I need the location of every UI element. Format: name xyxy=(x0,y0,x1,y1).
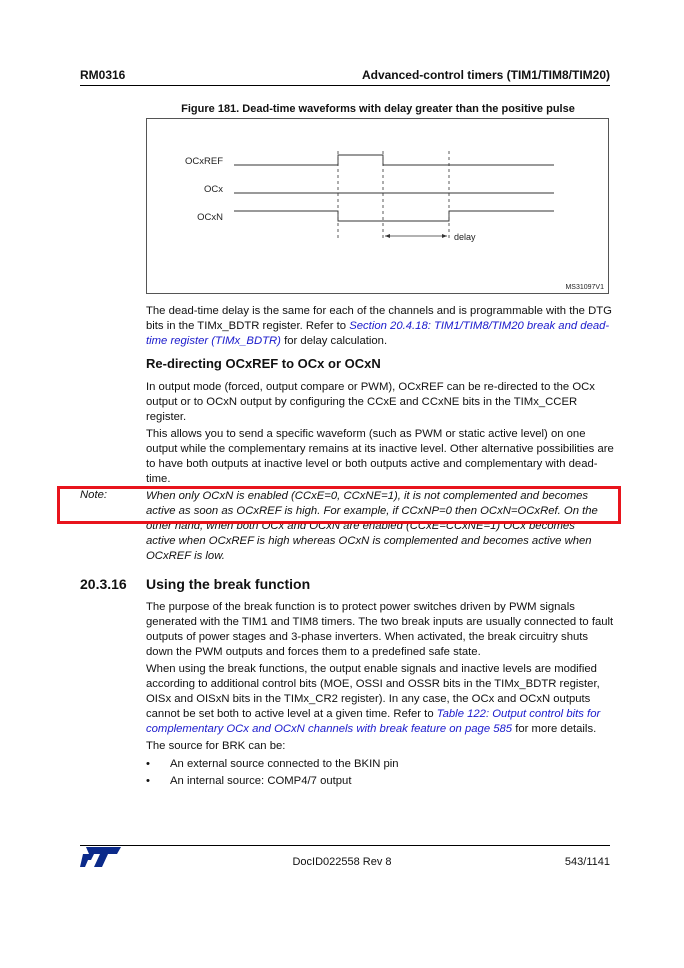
paragraph-dead-time-text: The dead-time delay is the same for each of the channels and is programmable with the DTG bits in the TIMx_BDTR register. Refer to xyxy=(146,305,612,332)
footer-doc-id: DocID022558 Rev 8 xyxy=(292,856,392,868)
note-line-5: OCxREF is low. xyxy=(146,550,225,562)
highlight-box xyxy=(57,486,621,524)
bullet-dot: • xyxy=(146,775,150,787)
paragraph-break-1: The purpose of the break function is to protect power switches driven by PWM signals generated with the TIM1 and TIM8 timers. The two break inputs are usually connected to fault outputs of power stages and 3-phase inverters. When activated, the break circuitry shuts down the PWM outputs and forces them to a predefined safe state. xyxy=(146,601,614,658)
figure-title: Figure 181. Dead-time waveforms with delay greater than the positive pulse xyxy=(181,103,575,115)
paragraph-break-2-tail: for more details. xyxy=(512,723,597,735)
signal-label-ocxn: OCxN xyxy=(197,212,223,223)
note-label: Note: xyxy=(80,489,108,501)
signal-label-ocx: OCx xyxy=(204,184,223,195)
waveform-diagram xyxy=(147,119,608,293)
waveform-figure xyxy=(146,118,609,294)
link-table-122[interactable]: Table 122: Output control bits for complementary OCx and OCxN channels with break feature on page 585 xyxy=(146,708,601,735)
footer-page-number: 543/1141 xyxy=(564,856,610,868)
signal-label-ocxref: OCxREF xyxy=(185,156,223,167)
delay-arrowhead-left xyxy=(385,234,390,238)
waveform-ocxref xyxy=(234,155,554,165)
heading-redirecting: Re-directing OCxREF to OCx or OCxN xyxy=(146,356,381,371)
note-line-4: active when OCxREF is high whereas OCxN is complemented and becomes active when xyxy=(146,535,592,547)
bullet-item-bkin: An external source connected to the BKIN pin xyxy=(170,758,399,770)
waveform-ocxn xyxy=(234,211,554,221)
paragraph-break-2-text: When using the break functions, the output enable signals and inactive levels are modified according to additional control bits (MOE, OSSI and OSSR bits in the TIMx_BDTR register, OISx and OISxN bits in the TIMx_CR2 register). In any case, the OCx and OCxN outputs cannot be set both to active level at a given time. Refer to xyxy=(146,663,600,720)
note-line-1: When only OCxN is enabled (CCxE=0, CCxNE=1), it is not complemented and becomes xyxy=(146,490,589,502)
link-section-20-4-18[interactable]: Section 20.4.18: TIM1/TIM8/TIM20 break and dead-time register (TIMx_BDTR) xyxy=(146,320,610,347)
paragraph-redirect-1: In output mode (forced, output compare or PWM), OCxREF can be re-directed to the OCx output or to OCxN output by configuring the CCxE and CCxNE bits in the TIMx_CCER register. xyxy=(146,381,595,423)
delay-arrowhead-right xyxy=(442,234,447,238)
bullet-item-comp: An internal source: COMP4/7 output xyxy=(170,775,352,787)
bullet-dot: • xyxy=(146,758,150,770)
figure-ref-code: MS31097V1 xyxy=(565,284,604,291)
delay-label: delay xyxy=(454,232,476,242)
paragraph-dead-time xyxy=(146,304,614,349)
section-title: Advanced-control timers (TIM1/TIM8/TIM20) xyxy=(361,68,610,82)
header-divider xyxy=(80,85,610,86)
footer-divider xyxy=(80,845,610,846)
note-line-2: active as soon as OCxREF is high. For example, if CCxNP=0 then OCxN=OCxRef. On the xyxy=(146,505,598,517)
paragraph-brk-source: The source for BRK can be: xyxy=(146,740,286,752)
doc-code: RM0316 xyxy=(80,68,126,82)
section-number: 20.3.16 xyxy=(80,576,127,592)
paragraph-redirect-2: This allows you to send a specific waveform (such as PWM or static active level) on one output while the complementary remains at its inactive level. Other alternative possibilities are to have both outputs at inactive level or both outputs active and complementary with dead-time. xyxy=(146,428,614,485)
heading-break-function: Using the break function xyxy=(146,576,311,592)
note-line-3: other hand, when both OCx and OCxN are enabled (CCxE=CCxNE=1) OCx becomes xyxy=(146,520,575,532)
paragraph-break-2 xyxy=(146,662,614,737)
paragraph-dead-time-tail: for delay calculation. xyxy=(280,335,388,347)
